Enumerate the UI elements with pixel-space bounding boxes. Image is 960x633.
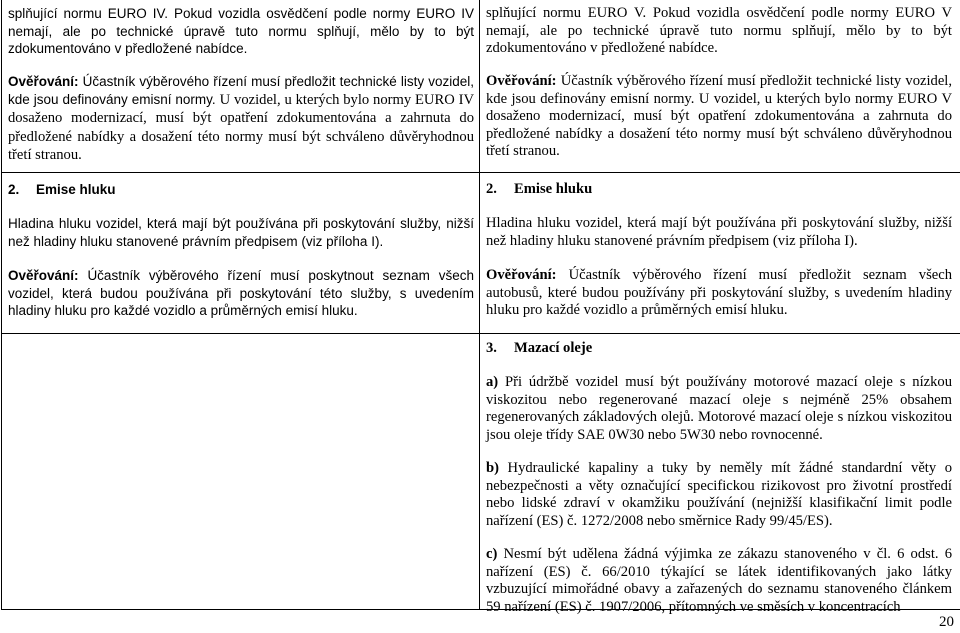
column-divider xyxy=(479,0,480,610)
item-label: a) xyxy=(486,374,499,390)
right-section3-heading xyxy=(486,340,952,358)
page-number: 20 xyxy=(939,614,954,630)
section-number: 3. xyxy=(486,340,497,356)
left-noise-text: Hladina hluku vozidel, která mají být používána při poskytování služby, nižší než hladiny hluku stanovené právním předpisem (viz příloha I). xyxy=(8,216,474,249)
right-verification1-paragraph xyxy=(486,73,952,161)
right-item-c xyxy=(486,546,952,616)
item-label: b) xyxy=(486,460,499,476)
item-a-paragraph xyxy=(486,374,952,444)
section-title: Emise hluku xyxy=(514,181,593,197)
right-verification1-text: Účastník výběrového řízení musí předložit technické listy vozidel, kde jsou definovány emisní normy. xyxy=(486,73,952,107)
item-a-text: Při údržbě vozidel musí být používány motorové mazací oleje s nízkou viskozitou nebo regenerované mazací oleje s nejméně 25% obsahem regenerovaných základových olejů. Motorové mazací oleje s nízkou viskozitou jsou oleje třídy SAE 0W30 nebo 5W30 nebo rovnocenné. xyxy=(486,374,952,443)
right-verification1-cell xyxy=(486,73,952,161)
left-verification1-paragraph xyxy=(8,73,474,165)
right-intro-cell xyxy=(486,5,952,58)
right-intro-text: splňující normu EURO V. Pokud vozidla osvědčení podle normy EURO V nemají, ale po technické úpravě tuto normu splňují, mělo by to být zdokumentováno v předložené nabídce. xyxy=(486,5,952,57)
right-verification2-cell xyxy=(486,267,952,320)
right-section2-heading xyxy=(486,181,952,199)
item-c-paragraph xyxy=(486,546,952,616)
item-b-paragraph xyxy=(486,460,952,530)
left-intro-text: splňující normu EURO IV. Pokud vozidla osvědčení podle normy EURO IV nemají, ale po technické úpravě tuto normu splňují, mělo by to být zdokumentováno v předložené nabídce. xyxy=(8,6,474,57)
left-verification2-text: Účastník výběrového řízení musí poskytnout seznam všech vozidel, která budou používána při poskytování této služby, s uvedením hladiny hluku pro každé vozidlo a průměrných emisí hluku. xyxy=(8,268,474,319)
section-title: Emise hluku xyxy=(36,182,116,197)
left-verification1-serif-text: U vozidel, u kterých bylo normy EURO IV dosaženo modernizací, musí být opatření zdokumentována a zahrnuta do předložené nabídky a dosažení této normy musí být schváleno důvěryhodnou třetí stranou. xyxy=(8,91,474,164)
left-verification2-paragraph xyxy=(8,267,474,320)
row-divider xyxy=(2,172,960,173)
right-verification2-text: Účastník výběrového řízení musí předložit seznam všech autobusů, které budou používány při poskytování služby, s uvedením hladiny hluku pro každé vozidlo a průměrných emisí hluku. xyxy=(486,267,953,319)
section-title: Mazací oleje xyxy=(514,340,593,356)
verification-label: Ověřování: xyxy=(8,268,79,283)
section-number: 2. xyxy=(8,182,20,197)
section-number: 2. xyxy=(486,181,497,197)
right-item-a xyxy=(486,374,952,444)
left-verification1-text: Účastník výběrového řízení musí předložit technické listy vozidel, kde jsou definovány emisní normy. xyxy=(8,74,474,107)
right-verification1-serif-text: U vozidel, u kterých bylo normy EURO V dosaženo modernizací, musí být opatření zdokumentována a zahrnuta do předložené nabídky a dosažení této normy musí být schváleno důvěryhodnou třetí stranou. xyxy=(486,90,952,160)
right-verification2-paragraph xyxy=(486,267,952,320)
verification-label: Ověřování: xyxy=(486,73,557,89)
right-noise-cell xyxy=(486,215,952,250)
right-item-b xyxy=(486,460,952,530)
verification-label: Ověřování: xyxy=(8,74,79,89)
right-noise-text: Hladina hluku vozidel, která mají být používána při poskytování služby, nižší než hladiny hluku stanovené právním předpisem (viz příloha I). xyxy=(486,215,952,249)
left-verification1-cell xyxy=(8,73,474,165)
item-label: c) xyxy=(486,546,498,562)
left-intro-cell xyxy=(8,5,474,58)
item-b-text: Hydraulické kapaliny a tuky by neměly mít žádné standardní věty o nebezpečnosti a věty označující specifickou rizikovost pro životní prostředí nebo lidské zdraví v okamžiku používání (nejnižší klasifikační limit podle nařízení (ES) č. 1272/2008 nebo směrnice Rady 99/45/ES). xyxy=(486,460,952,529)
left-verification2-cell xyxy=(8,267,474,320)
row-divider xyxy=(2,333,960,334)
left-noise-cell xyxy=(8,215,474,250)
left-section2-heading xyxy=(8,181,474,199)
item-c-text: Nesmí být udělena žádná výjimka ze zákazu stanoveného v čl. 6 odst. 6 nařízení (ES) č. 66/2010 týkající se látek identifikovaných jako látky vzbuzující mimořádné obavy a zařazených do seznamu stanoveného článkem 59 nařízení (ES) č. 1907/2006, přítomných ve směsích v koncentracích xyxy=(486,546,952,615)
verification-label: Ověřování: xyxy=(486,267,557,283)
